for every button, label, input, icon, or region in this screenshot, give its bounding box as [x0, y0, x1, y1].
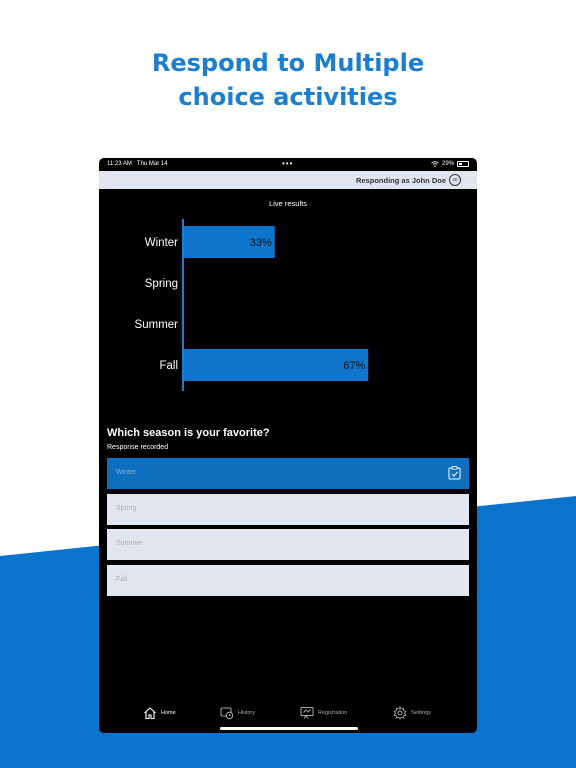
bar-fall	[184, 349, 368, 381]
status-right	[431, 161, 469, 167]
battery-icon	[457, 161, 469, 167]
headline	[0, 46, 576, 114]
multitasking-dots[interactable]: •••	[282, 159, 294, 168]
bottom-nav	[99, 701, 477, 725]
option-summer[interactable]	[107, 529, 469, 560]
nav-home-label: Home	[161, 710, 176, 716]
bar-value-label: 33%	[249, 237, 272, 249]
home-icon	[143, 706, 157, 720]
home-indicator[interactable]	[220, 727, 358, 730]
option-label: Winter	[116, 469, 137, 476]
headline-line-1: Respond to Multiple	[151, 49, 425, 77]
battery-percent: 29%	[441, 161, 454, 167]
bar-value-label: 67%	[343, 360, 366, 372]
status-bar	[99, 158, 477, 171]
response-status: Response recorded	[107, 444, 169, 451]
history-icon	[220, 706, 234, 720]
tablet-screen	[99, 158, 477, 733]
category-label: Summer	[134, 319, 178, 331]
headline-line-2: choice activities	[178, 83, 398, 111]
option-fall[interactable]	[107, 565, 469, 596]
nav-registration[interactable]	[300, 706, 347, 720]
nav-settings[interactable]	[393, 706, 431, 720]
responding-bar	[99, 171, 477, 189]
option-label: Spring	[116, 505, 137, 512]
nav-home[interactable]	[143, 706, 176, 720]
category-label: Winter	[144, 237, 178, 249]
nav-registration-label: Registration	[318, 710, 348, 716]
registration-icon	[300, 706, 314, 720]
wifi-icon	[431, 161, 439, 167]
category-label: Fall	[159, 360, 178, 372]
clipboard-check-icon	[448, 466, 461, 480]
gear-icon	[393, 706, 407, 720]
live-results-chart	[99, 216, 477, 396]
avatar[interactable]: JD	[449, 174, 461, 186]
nav-history-label: History	[238, 710, 256, 716]
live-results-title: Live results	[269, 199, 307, 208]
option-spring[interactable]	[107, 494, 469, 525]
option-winter[interactable]	[107, 458, 469, 489]
nav-settings-label: Settings	[411, 710, 431, 716]
nav-history[interactable]	[220, 706, 255, 720]
question-text: Which season is your favorite?	[107, 427, 270, 439]
responding-label: Responding as John Doe	[355, 176, 446, 185]
option-label: Summer	[116, 540, 143, 547]
option-label: Fall	[116, 576, 128, 583]
category-label: Spring	[144, 278, 178, 290]
status-time: 11:23 AM Thu Mar 14	[107, 161, 168, 167]
